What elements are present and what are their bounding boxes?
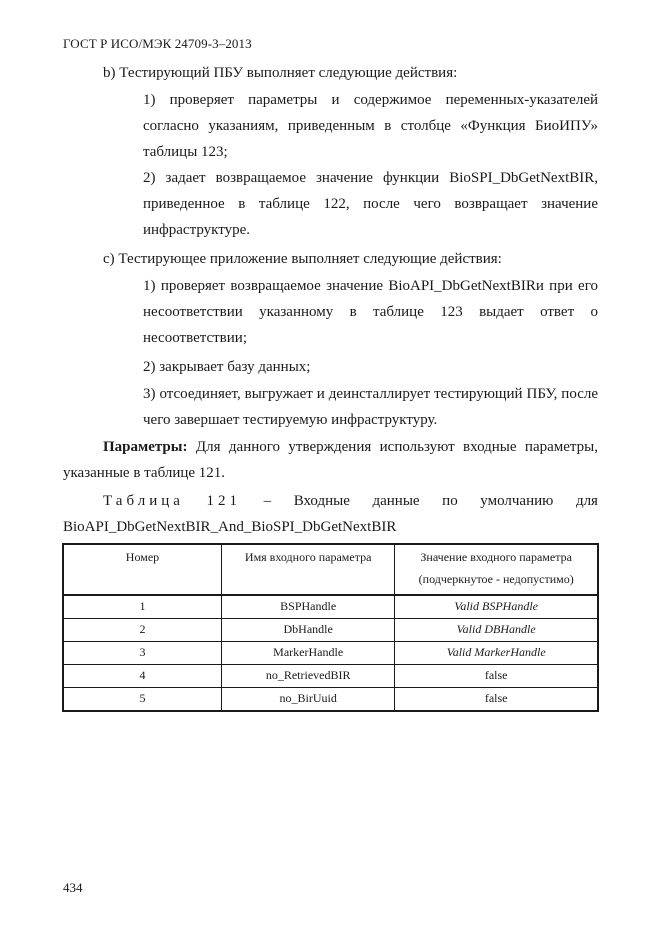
caption-word: данные: [372, 493, 420, 509]
cell-param-name: DbHandle: [221, 619, 394, 642]
table-row: [63, 595, 598, 619]
table-header-row: [63, 544, 598, 595]
table-caption-line1: [63, 488, 598, 514]
cell-number: 1: [63, 595, 221, 619]
table-caption: [63, 488, 598, 540]
paragraph-c3: 3) отсоединяет, выгружает и деинсталлирует тестирующий ПБУ, после чего завершает тестируемую инфраструктуру.: [143, 386, 598, 428]
table-caption-line2: BioAPI_DbGetNextBIR_And_BioSPI_DbGetNextBIR: [63, 519, 397, 535]
paragraph-c2: 2) закрывает базу данных;: [143, 359, 311, 375]
paragraph-c-intro: c) Тестирующее приложение выполняет следующие действия:: [103, 251, 502, 267]
header-param-value-line2: (подчеркнутое - недопустимо): [418, 572, 574, 586]
header-param-value-line1: Значение входного параметра: [420, 550, 572, 564]
cell-param-value: false: [395, 665, 598, 688]
cell-param-name: no_RetrievedBIR: [221, 665, 394, 688]
cell-param-name: MarkerHandle: [221, 642, 394, 665]
header-param-name: Имя входного параметра: [221, 544, 394, 595]
paragraph-c1: 1) проверяет возвращаемое значение BioAPI_DbGetNextBIRи при его несоответствии указанному в таблице 123 выдает ответ о несоответствии;: [143, 278, 598, 346]
cell-number: 3: [63, 642, 221, 665]
cell-param-value: Valid BSPHandle: [395, 595, 598, 619]
caption-word: Входные: [293, 493, 350, 509]
table-row: [63, 665, 598, 688]
cell-param-value: Valid MarkerHandle: [395, 642, 598, 665]
caption-word: умолчанию: [480, 493, 554, 509]
caption-word: для: [575, 493, 598, 509]
header-number: Номер: [63, 544, 221, 595]
cell-param-value: false: [395, 688, 598, 712]
paragraph-b2: 2) задает возвращаемое значение функции BioSPI_DbGetNextBIR, приведенное в таблице 122, после чего возвращает значение инфраструктуре.: [143, 170, 598, 238]
paragraph-b1: 1) проверяет параметры и содержимое переменных-указателей согласно указаниям, приведенным в столбце «Функция БиоИПУ» таблицы 123;: [143, 92, 598, 160]
cell-number: 4: [63, 665, 221, 688]
paragraph-parameters: [63, 434, 598, 486]
table-row: [63, 688, 598, 712]
cell-number: 2: [63, 619, 221, 642]
table-row: [63, 619, 598, 642]
caption-word: по: [442, 493, 458, 509]
cell-param-name: no_BirUuid: [221, 688, 394, 712]
parameters-text: Для данного утверждения используют входные параметры, указанные в таблице 121.: [63, 439, 598, 481]
parameters-table: [62, 543, 599, 712]
page-number: 434: [63, 880, 83, 895]
table-row: [63, 642, 598, 665]
paragraph-b-intro: b) Тестирующий ПБУ выполняет следующие действия:: [103, 65, 458, 81]
cell-number: 5: [63, 688, 221, 712]
header-param-value: [395, 544, 598, 595]
caption-word: Таблица: [103, 493, 184, 509]
caption-word: 121: [206, 493, 241, 509]
cell-param-value: Valid DBHandle: [395, 619, 598, 642]
caption-word: –: [263, 493, 272, 509]
cell-param-name: BSPHandle: [221, 595, 394, 619]
parameters-label: Параметры:: [103, 439, 188, 455]
document-header: ГОСТ Р ИСО/МЭК 24709-3–2013: [63, 36, 252, 51]
